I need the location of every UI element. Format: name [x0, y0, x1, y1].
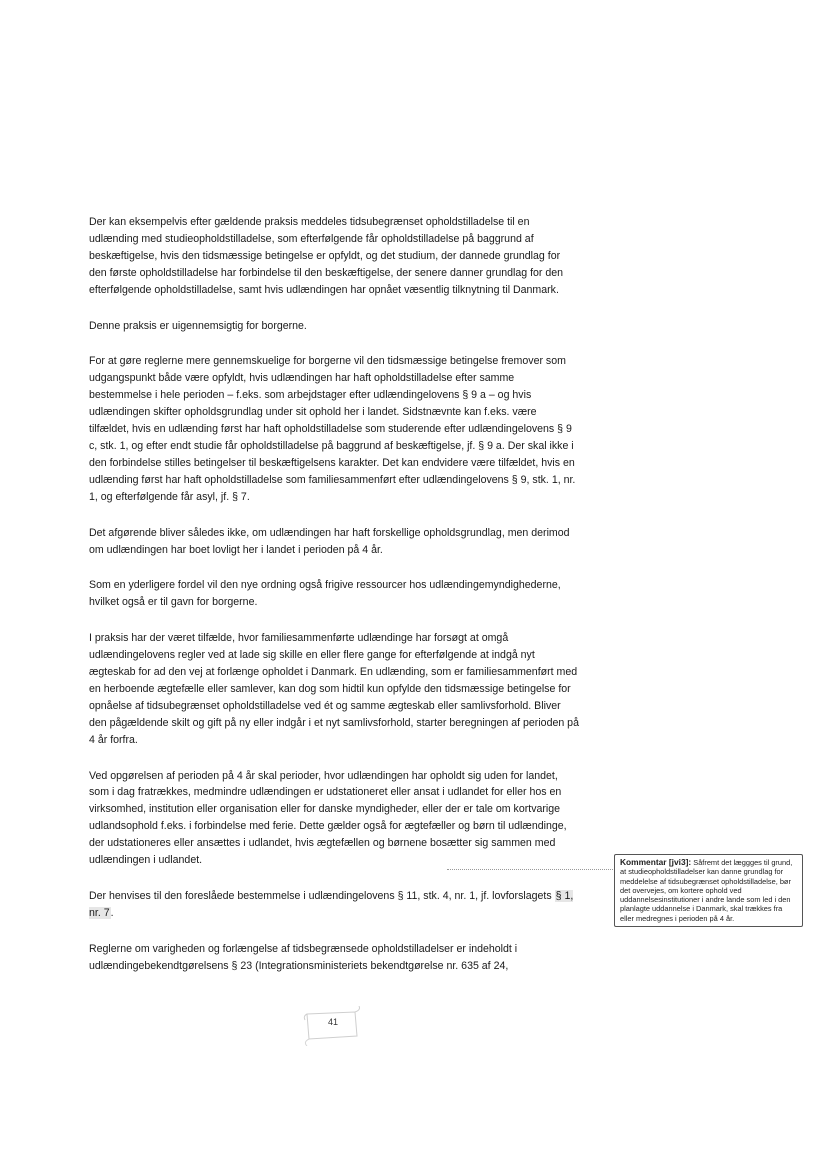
- highlighted-reference[interactable]: § 1, nr. 7: [89, 890, 574, 919]
- paragraph: Det afgørende bliver således ikke, om udlændingen har haft forskellige opholdsgrundlag, men derimod om udlændingen har boet lovligt her i landet i perioden på 4 år.: [89, 526, 570, 556]
- reference-text: Der henvises til den foreslåede bestemmelse i udlændingelovens § 11, stk. 4, nr. 1, jf. lovforslagets: [89, 890, 552, 902]
- page-number-box: [301, 1006, 361, 1046]
- paragraph-reference: [89, 888, 579, 922]
- paragraph: Denne praksis er uigennemsigtig for borgerne.: [89, 319, 307, 332]
- comment-balloon[interactable]: [614, 854, 803, 927]
- comment-text: Såfremt det læggges til grund, at studieopholdstilladelser kan danne grundlag for meddelelse af tidsubegrænset opholdstilladelse, bør det overvejes, om kortere ophold ved uddannelsesinstitutioner i andre lande som led i den planlagte uddannelse i Danmark, skal trækkes fra eller medregnes i perioden på 4 år.: [620, 858, 793, 923]
- paragraph: Der kan eksempelvis efter gældende praksis meddeles tidsubegrænset opholdstilladelse til en udlænding med studieopholdstilladelse, som efterfølgende får opholdstilladelse på baggrund af beskæftigelse, hvis den tidsmæssige betingelse er opfyldt, og det studium, der dannede grundlag for den første opholdstilladelse har forbindelse til den beskæftigelse, der senere danner grundlag for den efterfølgende opholdstilladelse, samt hvis udlændingen har opnået væsentlig tilknytning til Danmark.: [89, 216, 564, 296]
- paragraph: I praksis har der været tilfælde, hvor familiesammenførte udlændinge har forsøgt at omgå udlændingelovens regler ved at lade sig skille en eller flere gange for efterfølgende at indgå nyt ægteskab for ad den vej at forlænge opholdet i Danmark. En udlænding, som er familiesammenført med en herboende ægtefælle eller samlever, kan dog som hidtil kun opfylde den tidsmæssige betingelse for opnåelse af tidsubegrænset opholdstilladelse ved ét og samme ægteskab eller samlivsforhold. Bliver den pågældende skilt og gift på ny eller indgår i et nyt samlivsforhold, starter beregningen af perioden på 4 år forfra.: [89, 632, 579, 746]
- paragraph: For at gøre reglerne mere gennemskuelige for borgerne vil den tidsmæssige betingelse fremover som udgangspunkt både være opfyldt, hvis udlændingen har haft opholdstilladelse efter samme bestemmelse i hele perioden – f.eks. som arbejdstager efter udlændingelovens § 9 a – og hvis udlændingen skifter opholdsgrundlag under sit ophold her i landet. Sidstnævnte kan f.eks. være tilfældet, hvis en udlænding først har haft opholdstilladelse som studerende efter udlændingelovens § 9 c, stk. 1, og efter endt studie får opholdstilladelse på baggrund af beskæftigelse, jf. § 9 a. Der skal ikke i den forbindelse stilles betingelser til beskæftigelsens karakter. Det kan endvidere være tilfældet, hvis en udlænding først har haft opholdstilladelse som familiesammenført efter udlændingelovens § 9, stk. 1, nr. 1, og efterfølgende får asyl, jf. § 7.: [89, 355, 576, 503]
- comment-connector-line: [447, 869, 615, 870]
- paragraph-commented[interactable]: Ved opgørelsen af perioden på 4 år skal perioder, hvor udlændingen har opholdt sig uden for landet, som i dag fratrækkes, medmindre udlændingen er udstationeret eller ansat i udlandet for eller hos en virksomhed, institution eller organisation eller for danske myndigheder, eller der er tale om kortvarige udlandsophold f.eks. i forbindelse med ferie. Dette gælder også for ægtefæller og børn til udlændinge, der udstationeres eller ansættes i udlandet, hvis ægtefællen og børnene bosætter sig sammen med udlændingen i udlandet.: [89, 769, 567, 867]
- reference-period: .: [110, 906, 114, 919]
- comment-label: Kommentar [jvi3]:: [620, 857, 692, 867]
- paragraph: Som en yderligere fordel vil den nye ordning også frigive ressourcer hos udlændingemyndighederne, hvilket også er til gavn for borgerne.: [89, 579, 561, 609]
- paragraph: Reglerne om varigheden og forlængelse af tidsbegrænsede opholdstilladelser er indeholdt i udlændingebekendtgørelsens § 23 (Integrationsministeriets bekendtgørelse nr. 635 af 24,: [89, 942, 518, 972]
- page-number: 41: [328, 1017, 339, 1027]
- document-body: [89, 214, 579, 994]
